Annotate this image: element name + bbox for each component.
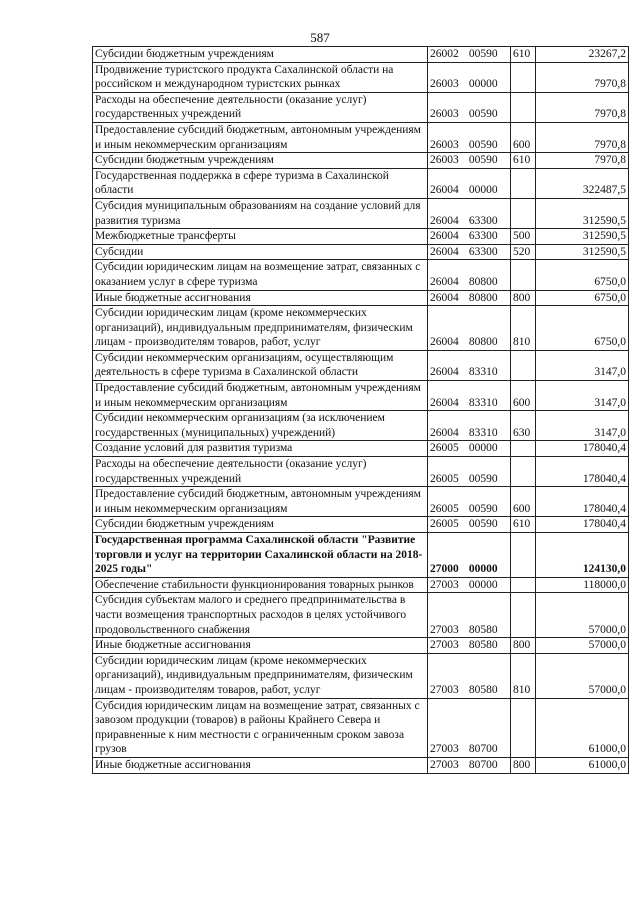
table-row [93,533,629,578]
code-program: 27003 [430,743,459,756]
code-direction: 63300 [468,230,498,243]
table-row [93,457,629,487]
row-name: Субсидии бюджетным учреждениям [93,47,428,63]
code-direction: 80580 [468,623,498,636]
row-sum: 118000,0 [536,577,629,593]
row-expense-type: 610 [511,517,536,533]
row-expense-type [511,577,536,593]
row-sum: 312590,5 [536,244,629,260]
table-row [93,653,629,698]
row-name: Предоставление субсидий бюджетным, автономным учреждениям и иным некоммерческим организациям [93,122,428,152]
code-direction: 80800 [468,275,498,288]
table-row [93,168,629,198]
row-name: Межбюджетные трансферты [93,229,428,245]
row-sum: 3147,0 [536,350,629,380]
row-sum: 7970,8 [536,122,629,152]
row-sum: 57000,0 [536,638,629,654]
row-name: Субсидии некоммерческим организациям (за исключением государственных (муниципальных) учреждений) [93,411,428,441]
row-name: Иные бюджетные ассигнования [93,757,428,773]
row-code [428,381,511,411]
row-sum: 178040,4 [536,457,629,487]
table-row [93,487,629,517]
code-program: 27000 [430,563,459,576]
row-name: Расходы на обеспечение деятельности (оказание услуг) государственных учреждений [93,92,428,122]
row-name: Субсидии юридическим лицам (кроме некоммерческих организаций), индивидуальным предпринимателям, физическим лицам - производителям товаров, работ, услуг [93,653,428,698]
table-row [93,306,629,351]
row-code [428,306,511,351]
table-row [93,381,629,411]
code-program: 26003 [430,138,459,151]
row-expense-type [511,92,536,122]
row-code [428,487,511,517]
row-code [428,350,511,380]
row-expense-type [511,62,536,92]
code-direction: 00000 [468,78,498,91]
table-row [93,638,629,654]
row-name: Создание условий для развития туризма [93,441,428,457]
row-code [428,47,511,63]
row-name: Предоставление субсидий бюджетным, автономным учреждениям и иным некоммерческим организациям [93,487,428,517]
table-row [93,577,629,593]
row-name: Субсидии бюджетным учреждениям [93,517,428,533]
row-name: Расходы на обеспечение деятельности (оказание услуг) государственных учреждений [93,457,428,487]
code-direction: 00000 [468,563,498,576]
code-program: 26003 [430,154,459,167]
code-program: 27003 [430,623,459,636]
row-code [428,577,511,593]
code-program: 26004 [430,426,459,439]
row-sum: 23267,2 [536,47,629,63]
row-name: Субсидия муниципальным образованиям на создание условий для развития туризма [93,198,428,228]
code-direction: 80800 [468,291,498,304]
table-row [93,698,629,757]
row-code [428,653,511,698]
row-sum: 61000,0 [536,757,629,773]
code-direction: 80580 [468,683,498,696]
code-program: 26004 [430,214,459,227]
row-expense-type [511,260,536,290]
row-code [428,757,511,773]
row-sum: 57000,0 [536,593,629,638]
row-code [428,593,511,638]
row-sum: 7970,8 [536,62,629,92]
code-program: 26005 [430,518,459,531]
code-direction: 80700 [468,758,498,771]
code-direction: 80800 [468,336,498,349]
code-direction: 83310 [468,396,498,409]
table-row [93,244,629,260]
code-direction: 00590 [468,518,498,531]
code-program: 26005 [430,502,459,515]
row-code [428,411,511,441]
code-direction: 00000 [468,578,498,591]
row-expense-type: 500 [511,229,536,245]
table-row [93,198,629,228]
row-code [428,533,511,578]
row-code [428,198,511,228]
code-direction: 00590 [468,502,498,515]
table-row [93,350,629,380]
code-direction: 00590 [468,138,498,151]
table-row [93,62,629,92]
row-code [428,62,511,92]
code-direction: 00590 [468,48,498,60]
row-name: Субсидия субъектам малого и среднего предпринимательства в части возмещения транспортных расходов в целях устойчивого продовольственного снабжения [93,593,428,638]
row-expense-type [511,533,536,578]
row-sum: 6750,0 [536,260,629,290]
code-program: 26003 [430,78,459,91]
code-program: 27003 [430,758,459,771]
table-row [93,517,629,533]
code-direction: 63300 [468,245,498,258]
row-code [428,638,511,654]
row-sum: 312590,5 [536,198,629,228]
code-direction: 80700 [468,743,498,756]
row-sum: 7970,8 [536,92,629,122]
code-direction: 00590 [468,108,498,121]
row-sum: 6750,0 [536,306,629,351]
code-program: 26004 [430,184,459,197]
row-code [428,290,511,306]
code-direction: 00000 [468,442,498,455]
table-row [93,229,629,245]
row-name: Иные бюджетные ассигнования [93,638,428,654]
table-row [93,122,629,152]
row-sum: 178040,4 [536,517,629,533]
row-expense-type: 600 [511,122,536,152]
code-direction: 00590 [468,154,498,167]
row-sum: 312590,5 [536,229,629,245]
row-name: Субсидии [93,244,428,260]
row-expense-type: 810 [511,653,536,698]
code-program: 26004 [430,230,459,243]
row-sum: 178040,4 [536,441,629,457]
row-sum: 178040,4 [536,487,629,517]
code-program: 26002 [430,48,459,60]
row-expense-type: 800 [511,638,536,654]
table-row [93,92,629,122]
row-expense-type [511,350,536,380]
row-sum: 322487,5 [536,168,629,198]
row-expense-type [511,198,536,228]
code-program: 26004 [430,291,459,304]
row-name: Государственная поддержка в сфере туризма в Сахалинской области [93,168,428,198]
row-code [428,122,511,152]
row-code [428,92,511,122]
budget-table-body [93,47,629,774]
row-sum: 3147,0 [536,411,629,441]
table-row [93,290,629,306]
row-sum: 61000,0 [536,698,629,757]
code-program: 27003 [430,578,459,591]
row-expense-type: 810 [511,306,536,351]
table-row [93,411,629,441]
row-expense-type [511,168,536,198]
table-row [93,153,629,169]
code-direction: 80580 [468,639,498,652]
row-code [428,229,511,245]
row-code [428,517,511,533]
row-code [428,698,511,757]
row-sum: 6750,0 [536,290,629,306]
row-name: Иные бюджетные ассигнования [93,290,428,306]
row-expense-type: 520 [511,244,536,260]
row-expense-type: 800 [511,757,536,773]
code-program: 27003 [430,639,459,652]
code-program: 26004 [430,396,459,409]
code-program: 26004 [430,275,459,288]
code-direction: 00590 [468,472,498,485]
code-program: 26004 [430,336,459,349]
row-name: Субсидии юридическим лицам на возмещение затрат, связанных с оказанием услуг в сфере туризма [93,260,428,290]
table-row [93,260,629,290]
code-program: 26004 [430,245,459,258]
row-expense-type: 630 [511,411,536,441]
code-direction: 83310 [468,366,498,379]
row-code [428,244,511,260]
row-expense-type [511,457,536,487]
row-sum: 57000,0 [536,653,629,698]
row-name: Обеспечение стабильности функционирования товарных рынков [93,577,428,593]
row-expense-type: 610 [511,47,536,63]
row-code [428,260,511,290]
table-row [93,593,629,638]
row-expense-type [511,698,536,757]
row-sum: 3147,0 [536,381,629,411]
row-code [428,153,511,169]
row-name: Предоставление субсидий бюджетным, автономным учреждениям и иным некоммерческим организациям [93,381,428,411]
row-expense-type [511,593,536,638]
table-row [93,757,629,773]
row-code [428,441,511,457]
row-expense-type: 600 [511,487,536,517]
code-program: 26005 [430,442,459,455]
row-sum: 124130,0 [536,533,629,578]
code-program: 27003 [430,683,459,696]
row-expense-type [511,441,536,457]
row-code [428,457,511,487]
row-name: Продвижение туристского продукта Сахалинской области на российском и международном туристских рынках [93,62,428,92]
row-sum: 7970,8 [536,153,629,169]
row-name: Субсидии юридическим лицам (кроме некоммерческих организаций), индивидуальным предпринимателям, физическим лицам - производителям товаров, работ, услуг [93,306,428,351]
code-direction: 83310 [468,426,498,439]
code-direction: 00000 [468,184,498,197]
table-row [93,47,629,63]
row-name: Субсидии некоммерческим организациям, осуществляющим деятельность в сфере туризма в Сахалинской области [93,350,428,380]
row-name: Субсидия юридическим лицам на возмещение затрат, связанных с завозом продукции (товаров) в районы Крайнего Севера и приравненные к ним местности с ограниченным сроком завоза грузов [93,698,428,757]
row-name: Государственная программа Сахалинской области "Развитие торговли и услуг на территории Сахалинской области на 2018-2025 годы" [93,533,428,578]
row-expense-type: 600 [511,381,536,411]
row-name: Субсидии бюджетным учреждениям [93,153,428,169]
code-program: 26005 [430,472,459,485]
code-program: 26003 [430,108,459,121]
row-code [428,168,511,198]
row-expense-type: 610 [511,153,536,169]
code-direction: 63300 [468,214,498,227]
budget-table [92,46,629,774]
code-program: 26004 [430,366,459,379]
table-row [93,441,629,457]
page-number: 587 [310,30,330,45]
row-expense-type: 800 [511,290,536,306]
